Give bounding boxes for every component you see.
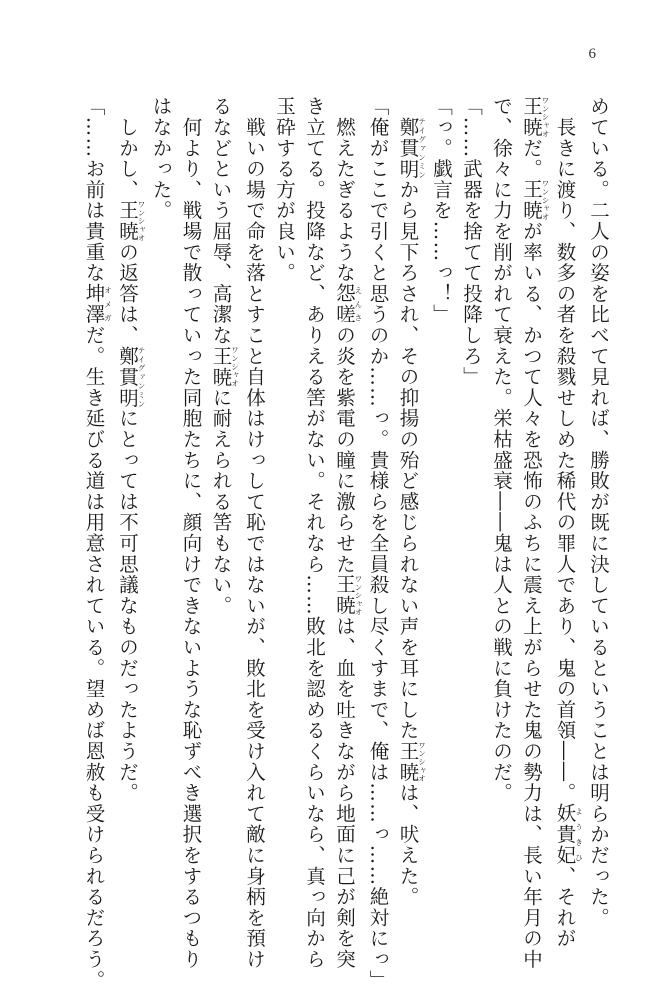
text-segment — [397, 96, 420, 117]
text-segment: 「……武器を捨てて投降しろ」 — [460, 96, 483, 388]
ruby-base: 鄭貫明 — [116, 345, 139, 409]
text-line — [112, 96, 146, 866]
text-line — [486, 96, 516, 866]
text-segment: めている。二人の姿を比べて見れば、勝敗が既に決しているということは明らかだった。 — [587, 96, 610, 928]
text-segment: から見下ろされ、その抑揚の殆ど感じられない声を耳にした — [396, 179, 420, 741]
text-line — [206, 96, 240, 866]
ruby-word — [333, 283, 363, 325]
ruby-base: 王暁 — [116, 200, 139, 242]
text-segment: き立てる。投降など、ありえる筈がない。それなら……敗北を認めるくらいなら、真っ向から — [303, 96, 326, 970]
text-segment: 長きに渡り、数多の者を殺戮せしめた稀代の罪人であり、鬼の首領――。 — [553, 96, 577, 804]
ruby-reading: ワンシャオ — [230, 345, 240, 388]
text-segment: は、吠えた。 — [396, 782, 420, 908]
text-line — [550, 96, 584, 949]
text-line — [583, 96, 613, 928]
ruby-word — [396, 740, 427, 783]
ruby-reading: えんさ — [354, 283, 363, 325]
ruby-word — [209, 345, 240, 388]
ruby-base: 王暁 — [520, 96, 543, 138]
text-line — [393, 96, 427, 908]
ruby-reading: ようきひ — [574, 803, 584, 866]
text-segment: 、それが — [553, 865, 577, 949]
text-segment: 燃えたぎるような — [333, 96, 356, 284]
text-segment: しかし、 — [116, 96, 139, 200]
ruby-word — [396, 116, 427, 180]
ruby-base: 坤澤 — [82, 283, 106, 325]
text-segment: の炎を紫電の瞳に激らせた — [333, 324, 356, 575]
ruby-base: 怨嗟 — [333, 283, 356, 325]
text-segment: 何より、戦場で散っていった同胞たちに、顔向けできないような恥ずべき選択をするつもり — [179, 96, 203, 970]
text-segment: の返答は、 — [116, 241, 139, 346]
ruby-reading: オメガ — [103, 283, 113, 325]
text-line — [329, 96, 363, 970]
text-segment: に耐えられる筈もない。 — [209, 387, 233, 617]
text-segment: 戦いの場で命を落とすこと自体はけっして恥ではないが、敗北を受け入れて敵に身柄を預け — [243, 96, 266, 970]
text-line — [176, 96, 206, 970]
ruby-reading: ワンシャオ — [541, 96, 550, 138]
ruby-reading: ワンシャオ — [137, 200, 146, 242]
text-segment: はなかった。 — [149, 96, 173, 221]
text-segment: 「俺がここで引くと思うのか……っ。貴様らを全員殺し尽くすまで、俺は……っ……絶対にっ」 — [366, 96, 390, 990]
ruby-base: 妖貴妃 — [553, 803, 577, 866]
ruby-base: 王暁 — [520, 179, 543, 221]
text-line — [363, 96, 393, 990]
text-line — [456, 96, 486, 866]
ruby-base: 王暁 — [396, 740, 420, 783]
ruby-word — [520, 96, 550, 138]
text-segment: 玉砕する方が良い。 — [273, 96, 296, 284]
text-segment: だ。生き延びる道は用意されている。望めば恩赦も受けられるだろう。 — [82, 324, 106, 990]
ruby-base: 王暁 — [333, 574, 356, 617]
body-text — [13, 96, 613, 990]
ruby-reading: テイグァンミン — [137, 345, 146, 409]
text-segment: で、徐々に力を削がれて衰えた。栄枯盛衰――鬼は人との戦に負けたのだ。 — [490, 96, 513, 804]
text-segment: が率いる、かつて人々を恐怖のふちに震え上がらせた鬼の勢力は、長い年月の中 — [520, 220, 543, 970]
ruby-word — [82, 283, 113, 325]
text-segment: るなどという屈辱、高潔な — [209, 96, 233, 346]
ruby-base: 鄭貫明 — [396, 116, 420, 180]
ruby-word — [520, 179, 550, 221]
text-segment: は、血を吐きながら地面に己が剣を突 — [333, 616, 356, 970]
text-segment: 「っ。戯言を……っ！」 — [430, 96, 453, 325]
page-number: 6 — [588, 46, 596, 62]
text-line — [299, 96, 329, 970]
text-segment: 「……お前は貴重な — [82, 96, 106, 284]
ruby-word — [553, 803, 584, 866]
text-line — [516, 96, 550, 970]
text-line — [239, 96, 269, 970]
ruby-reading: テイグァンミン — [417, 116, 427, 180]
text-segment: だ。 — [520, 137, 543, 180]
ruby-word — [116, 200, 146, 242]
ruby-base: 王暁 — [209, 345, 233, 388]
ruby-reading: ワンシャオ — [354, 574, 363, 617]
text-line — [426, 96, 456, 866]
text-line — [146, 96, 176, 866]
ruby-reading: ワンシャオ — [541, 179, 550, 221]
text-line — [269, 96, 299, 866]
text-segment: にとっては不可思議なものだったようだ。 — [116, 408, 139, 804]
ruby-reading: ワンシャオ — [417, 740, 427, 783]
ruby-word — [333, 574, 363, 617]
ruby-word — [116, 345, 146, 409]
text-line — [79, 96, 113, 990]
